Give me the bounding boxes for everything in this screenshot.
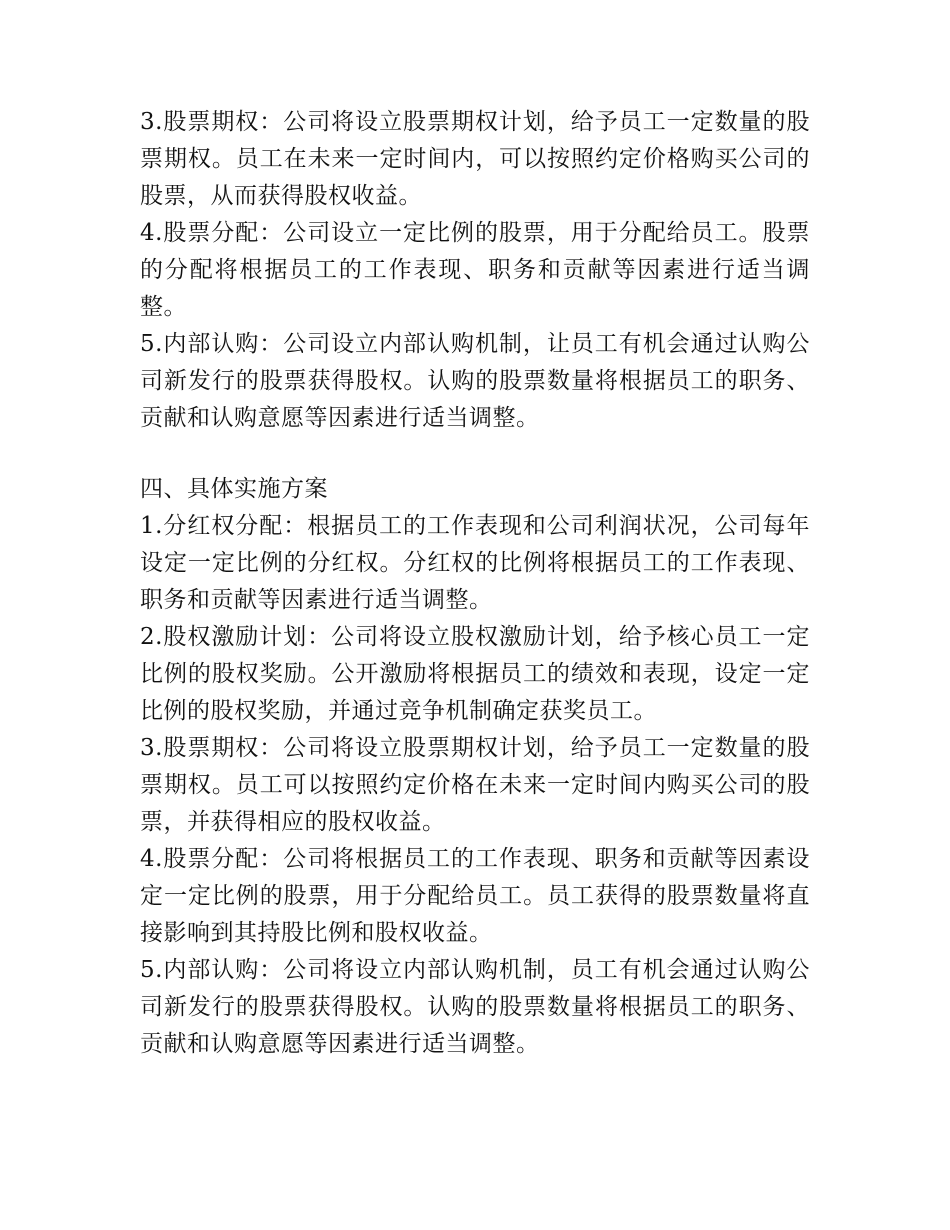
paragraph-spacer: [140, 437, 810, 471]
paragraph-stock-options-plan: 3.股票期权：公司将设立股票期权计划，给予员工一定数量的股票期权。员工可以按照约定价格在未来一定时间内购买公司的股票，并获得相应的股权收益。: [140, 735, 810, 835]
paragraph-internal-subscription-plan: 5.内部认购：公司将设立内部认购机制，员工有机会通过认购公司新发行的股票获得股权。认购的股票数量将根据员工的职务、贡献和认购意愿等因素进行适当调整。: [140, 957, 810, 1057]
document-body: [140, 104, 810, 1063]
section-heading-implementation: 四、具体实施方案: [140, 476, 328, 502]
paragraph-internal-subscription: 5.内部认购：公司设立内部认购机制，让员工有机会通过认购公司新发行的股票获得股权。认购的股票数量将根据员工的职务、贡献和认购意愿等因素进行适当调整。: [140, 331, 810, 431]
paragraph-stock-options: 3.股票期权：公司将设立股票期权计划，给予员工一定数量的股票期权。员工在未来一定时间内，可以按照约定价格购买公司的股票，从而获得股权收益。: [140, 109, 810, 209]
paragraph-stock-allocation: 4.股票分配：公司设立一定比例的股票，用于分配给员工。股票的分配将根据员工的工作表现、职务和贡献等因素进行适当调整。: [140, 220, 810, 320]
paragraph-stock-allocation-plan: 4.股票分配：公司将根据员工的工作表现、职务和贡献等因素设定一定比例的股票，用于分配给员工。员工获得的股票数量将直接影响到其持股比例和股权收益。: [140, 846, 810, 946]
paragraph-dividend-rights: 1.分红权分配：根据员工的工作表现和公司利润状况，公司每年设定一定比例的分红权。分红权的比例将根据员工的工作表现、职务和贡献等因素进行适当调整。: [140, 513, 810, 613]
paragraph-equity-incentive-plan: 2.股权激励计划：公司将设立股权激励计划，给予核心员工一定比例的股权奖励。公开激励将根据员工的绩效和表现，设定一定比例的股权奖励，并通过竞争机制确定获奖员工。: [140, 624, 810, 724]
